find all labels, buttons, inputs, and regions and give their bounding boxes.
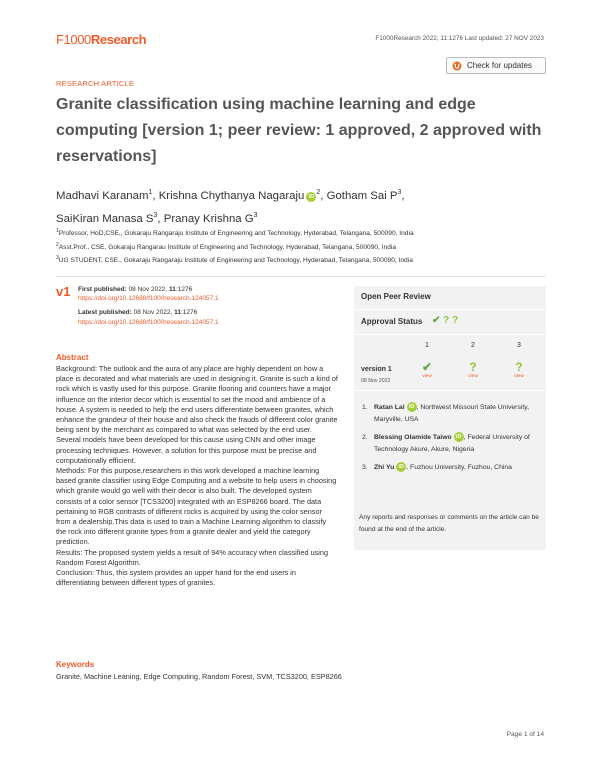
affiliation-item <box>56 226 556 240</box>
first-published-date: 08 Nov 2022, <box>128 286 170 293</box>
check-updates-icon <box>452 61 462 71</box>
reviewer-column-3: 3 <box>517 342 521 349</box>
reviewer-number: 3. <box>362 464 368 471</box>
orcid-icon[interactable]: iD <box>454 432 464 442</box>
reservation-question-icon: ? <box>452 315 459 326</box>
reservation-question-icon: ? <box>443 315 450 326</box>
reviewer-number: 2. <box>362 434 368 441</box>
reviewer-item <box>362 462 540 474</box>
author-name[interactable]: Pranay Krishna G <box>163 212 254 225</box>
version-1-label: version 1 <box>361 366 392 373</box>
view-report-link[interactable]: view <box>468 374 478 379</box>
abstract-methods: Methods: For this purpose,researchers in this work developed a machine learning based granite classifier using Edge Computing and a website to help users in choosing which granite would go well with their decor is also built. The developed system consists of a color sensor [TCS3200] integrated with an ESP8266 board. The data pertaining to RGB contrasts of different rocks is acquired by using the color sensor from a dealership.This data is used to train a Machine Learning algorithm to classify the rock into different granite types from a granite dealer and yield the category prediction. <box>56 466 337 547</box>
author-affil-sup: 1 <box>148 189 153 196</box>
logo-prefix: F1000 <box>56 32 91 47</box>
view-report-link[interactable]: view <box>514 374 524 379</box>
reviewer-affiliation: , Federal University of Technology Akure, Akure, Nigeria <box>374 434 530 453</box>
version-1-date: 08 Nov 2022 <box>361 378 391 384</box>
affiliation-text: Professor, HoD,CSE,, Gokaraju Rangaraju Institute of Engineering and Technology, Hyderabad, Telangana, 500090, India <box>58 230 414 238</box>
affiliation-list <box>56 226 556 267</box>
affiliation-sup: 1 <box>56 228 59 234</box>
panel-divider <box>354 334 546 335</box>
orcid-icon[interactable]: iD <box>306 192 316 202</box>
first-published-page: :1276 <box>175 286 193 293</box>
affiliation-text: UG STUDENT, CSE., Gokaraju Rangaraju Institute of Engineering and Technology, Hyderabad, Telangana, 500090, India <box>58 257 413 265</box>
reviewer-item <box>362 402 540 426</box>
affiliation-item <box>56 240 556 254</box>
view-report-link[interactable]: view <box>422 374 432 379</box>
abstract-heading: Abstract <box>56 353 89 362</box>
panel-divider <box>354 390 546 391</box>
page-number: Page 1 of 14 <box>506 731 544 738</box>
version-tag: v1 <box>56 284 71 299</box>
reviewer-name[interactable]: Ratan Lal <box>374 404 405 411</box>
author-affil-sup: 3 <box>397 189 402 196</box>
author-sep: , <box>401 189 405 202</box>
panel-divider <box>354 309 546 310</box>
orcid-icon[interactable]: iD <box>396 462 406 472</box>
peer-review-note: Any reports and responses or comments on the article can be found at the end of the article. <box>359 514 539 533</box>
affiliation-text: Asst.Prof., CSE, Gokaraju Rangarau Institute of Engineering and Technology, Hyderabad, Telangana, 500090, India <box>58 243 397 251</box>
author-name[interactable]: Gotham Sai P <box>326 189 398 202</box>
publication-info <box>78 285 219 327</box>
latest-published-date: 08 Nov 2022, <box>133 309 175 317</box>
approved-check-icon: ✔ <box>432 315 441 326</box>
affiliation-item <box>56 253 556 267</box>
review-1-cell[interactable] <box>417 361 437 379</box>
review-3-cell[interactable] <box>509 361 529 379</box>
abstract-body <box>56 364 338 588</box>
keywords-heading: Keywords <box>56 660 95 669</box>
latest-published-volume: 11 <box>174 309 181 317</box>
author-name[interactable]: SaiKiran Manasa S <box>56 212 154 225</box>
affiliation-sup: 2 <box>56 241 59 248</box>
header-meta: F1000Research 2022, 11:1276 Last updated: 27 NOV 2023 <box>375 35 544 42</box>
author-sep: , <box>152 189 159 202</box>
check-updates-button[interactable] <box>446 57 546 74</box>
reservation-question-icon: ? <box>515 360 523 374</box>
author-name[interactable]: Madhavi Karanam <box>56 189 149 202</box>
check-updates-label: Check for updates <box>467 61 532 70</box>
keywords-text: Granite, Machine Leaning, Edge Computing, Random Forest, SVM, TCS3200, ESP8266 <box>56 672 342 681</box>
reviewer-item <box>362 432 540 456</box>
author-sep: , <box>320 189 327 202</box>
abstract-results: Results: The proposed system yields a result of 94% accuracy when classified using Random Forest Algorithm. <box>56 547 329 567</box>
first-published-doi-link[interactable]: https://doi.org/10.12688/f1000research.124057.1 <box>78 295 219 303</box>
f1000-logo[interactable] <box>56 32 146 47</box>
first-published-label: First published: <box>78 286 127 293</box>
latest-published-label: Latest published: <box>78 309 132 317</box>
orcid-icon[interactable]: iD <box>407 402 417 412</box>
approved-check-icon: ✔ <box>421 360 433 374</box>
latest-published-doi-link[interactable]: https://doi.org/10.12688/f1000research.124057.1 <box>78 318 219 326</box>
author-affil-sup: 2 <box>316 189 321 196</box>
reviewer-affiliation: , Fuzhou University, Fuzhou, China <box>406 464 512 471</box>
reviewer-column-1: 1 <box>425 342 429 349</box>
open-peer-review-panel <box>354 286 546 550</box>
abstract-background: Background: The outlook and the aura of any place are highly dependent on how a place is decorated and what materials are used in designing it. Granite is such a kind of rock which is vastly used for this purpose. Granite flooring and counters have a major influence on the interior decor which is essential to set the mood and ambience of a house. A system is needed to help the end users differentiate between granites, which enhance the grandeur of their house and also check the frauds of different color granite being sent by the merchant as compared to what was selected by the end user. Several models have been developed for this cause using CNN and other image processing techniques. However, a solution for this purpose must be precise and computationally efficient. <box>56 364 338 465</box>
abstract-conclusion: Conclusion: Thus, this system provides an upper hand for the end users in differentiating between different types of granites. <box>56 568 296 588</box>
reviewer-affiliation: , Northwest Missouri State University, Maryville, USA <box>374 404 530 423</box>
author-affil-sup: 3 <box>253 211 258 219</box>
reviewer-list <box>362 402 540 480</box>
reviewer-column-2: 2 <box>471 342 475 349</box>
author-name[interactable]: Krishna Chythanya Nagaraju <box>158 189 305 202</box>
reviewer-name[interactable]: Blessing Olamide Taiwo <box>374 434 452 441</box>
review-2-cell[interactable] <box>463 361 483 379</box>
reviewer-number: 1. <box>362 404 368 411</box>
latest-published-page: :1276 <box>180 309 198 317</box>
author-list <box>56 183 536 229</box>
author-affil-sup: 3 <box>153 211 158 219</box>
section-divider <box>56 276 546 277</box>
approval-status-icons <box>432 315 458 326</box>
affiliation-sup: 3 <box>56 255 59 262</box>
reviewer-name[interactable]: Zhi Yu <box>374 464 395 471</box>
article-type: RESEARCH ARTICLE <box>56 79 135 88</box>
author-sep: , <box>157 212 164 225</box>
approval-status-label: Approval Status <box>361 317 423 326</box>
peer-review-title: Open Peer Review <box>361 292 431 301</box>
logo-suffix: Research <box>90 32 147 47</box>
reservation-question-icon: ? <box>469 360 477 374</box>
article-title: Granite classification using machine learning and edge computing [version 1; peer review: 1 approved, 2 approved with reservations] <box>56 96 542 165</box>
first-published-volume: 11 <box>169 286 176 293</box>
